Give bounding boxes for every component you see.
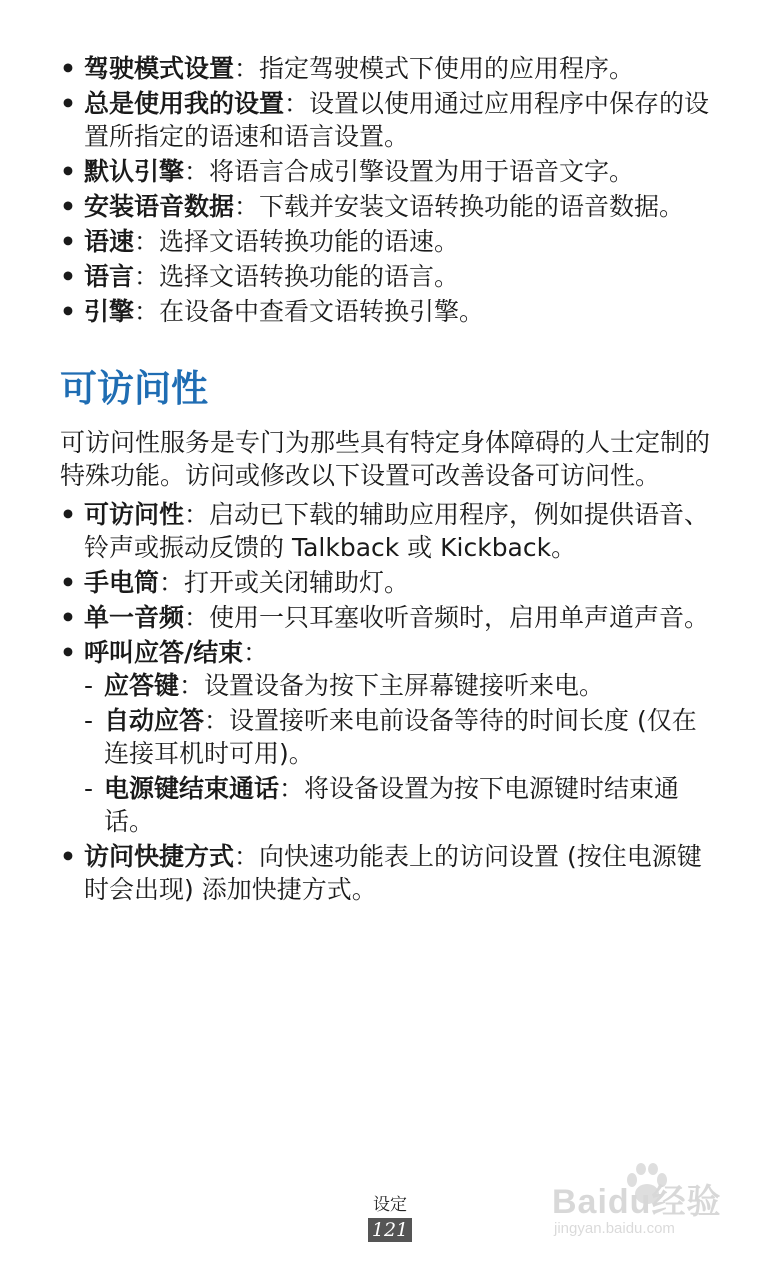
item-term: 自动应答 (104, 706, 205, 735)
item-desc: ： (243, 638, 269, 667)
item-term: 引擎 (84, 297, 135, 326)
tts-settings-list (60, 52, 720, 328)
item-desc: ：打开或关闭辅助灯。 (159, 568, 410, 597)
section-intro: 可访问性服务是专门为那些具有特定身体障碍的人士定制的特殊功能。访问或修改以下设置可改善设备可访问性。 (60, 428, 711, 490)
sub-list-item (84, 669, 720, 702)
item-term: 访问快捷方式 (84, 842, 235, 871)
item-desc: ：指定驾驶模式下使用的应用程序。 (234, 54, 635, 83)
list-item (60, 260, 720, 293)
item-desc: ：启动已下载的辅助应用程序，例如提供语音、铃声或振动反馈的 Talkback 或 Kickback。 (84, 500, 710, 562)
item-desc: ：向快速功能表上的访问设置 (按住电源键时会出现) 添加快捷方式。 (84, 842, 702, 904)
item-desc: ：将设备设置为按下电源键时结束通话。 (104, 774, 680, 836)
sub-list-item (84, 772, 720, 838)
item-term: 驾驶模式设置 (84, 54, 235, 83)
item-desc: ：设置以使用通过应用程序中保存的设置所指定的语速和语言设置。 (84, 89, 710, 151)
list-item (60, 601, 720, 634)
baidu-watermark (552, 1162, 742, 1252)
list-item (60, 498, 720, 564)
item-term: 电源键结束通话 (104, 774, 280, 803)
item-term: 可访问性 (84, 500, 185, 529)
item-desc: ：选择文语转换功能的语速。 (134, 227, 460, 256)
list-item (60, 225, 720, 258)
list-item (60, 566, 720, 599)
item-desc: ：设置设备为按下主屏幕键接听来电。 (179, 671, 605, 700)
item-term: 语速 (84, 227, 135, 256)
accessibility-settings-list (60, 498, 720, 906)
item-term: 安装语音数据 (84, 192, 235, 221)
item-desc: ：下载并安装文语转换功能的语音数据。 (234, 192, 685, 221)
section-title: 可访问性 (60, 367, 208, 410)
item-term: 单一音频 (84, 603, 185, 632)
watermark-logo-text: Baidu经验 (552, 1183, 722, 1221)
item-term: 语言 (84, 262, 135, 291)
item-term: 呼叫应答/结束 (84, 638, 244, 667)
list-item (60, 295, 720, 328)
item-desc: ：使用一只耳塞收听音频时，启用单声道声音。 (184, 603, 710, 632)
item-term: 应答键 (104, 671, 180, 700)
list-item (60, 87, 720, 153)
list-item (60, 840, 720, 906)
list-item (60, 190, 720, 223)
footer-section-label: 设定 (373, 1195, 407, 1215)
call-answer-sublist (84, 669, 720, 838)
list-item (60, 155, 720, 188)
list-item (60, 52, 720, 85)
sub-list-item (84, 704, 720, 770)
list-item (60, 636, 720, 838)
watermark-url: jingyan.baidu.com (554, 1220, 675, 1237)
item-term: 总是使用我的设置 (84, 89, 285, 118)
item-desc: ：设置接听来电前设备等待的时间长度 (仅在连接耳机时可用)。 (104, 706, 697, 768)
item-term: 手电筒 (84, 568, 160, 597)
item-desc: ：选择文语转换功能的语言。 (134, 262, 460, 291)
page-content (60, 52, 720, 908)
item-desc: ：在设备中查看文语转换引擎。 (134, 297, 485, 326)
item-term: 默认引擎 (84, 157, 185, 186)
item-desc: ：将语言合成引擎设置为用于语音文字。 (184, 157, 635, 186)
page-number: 121 (368, 1218, 412, 1242)
